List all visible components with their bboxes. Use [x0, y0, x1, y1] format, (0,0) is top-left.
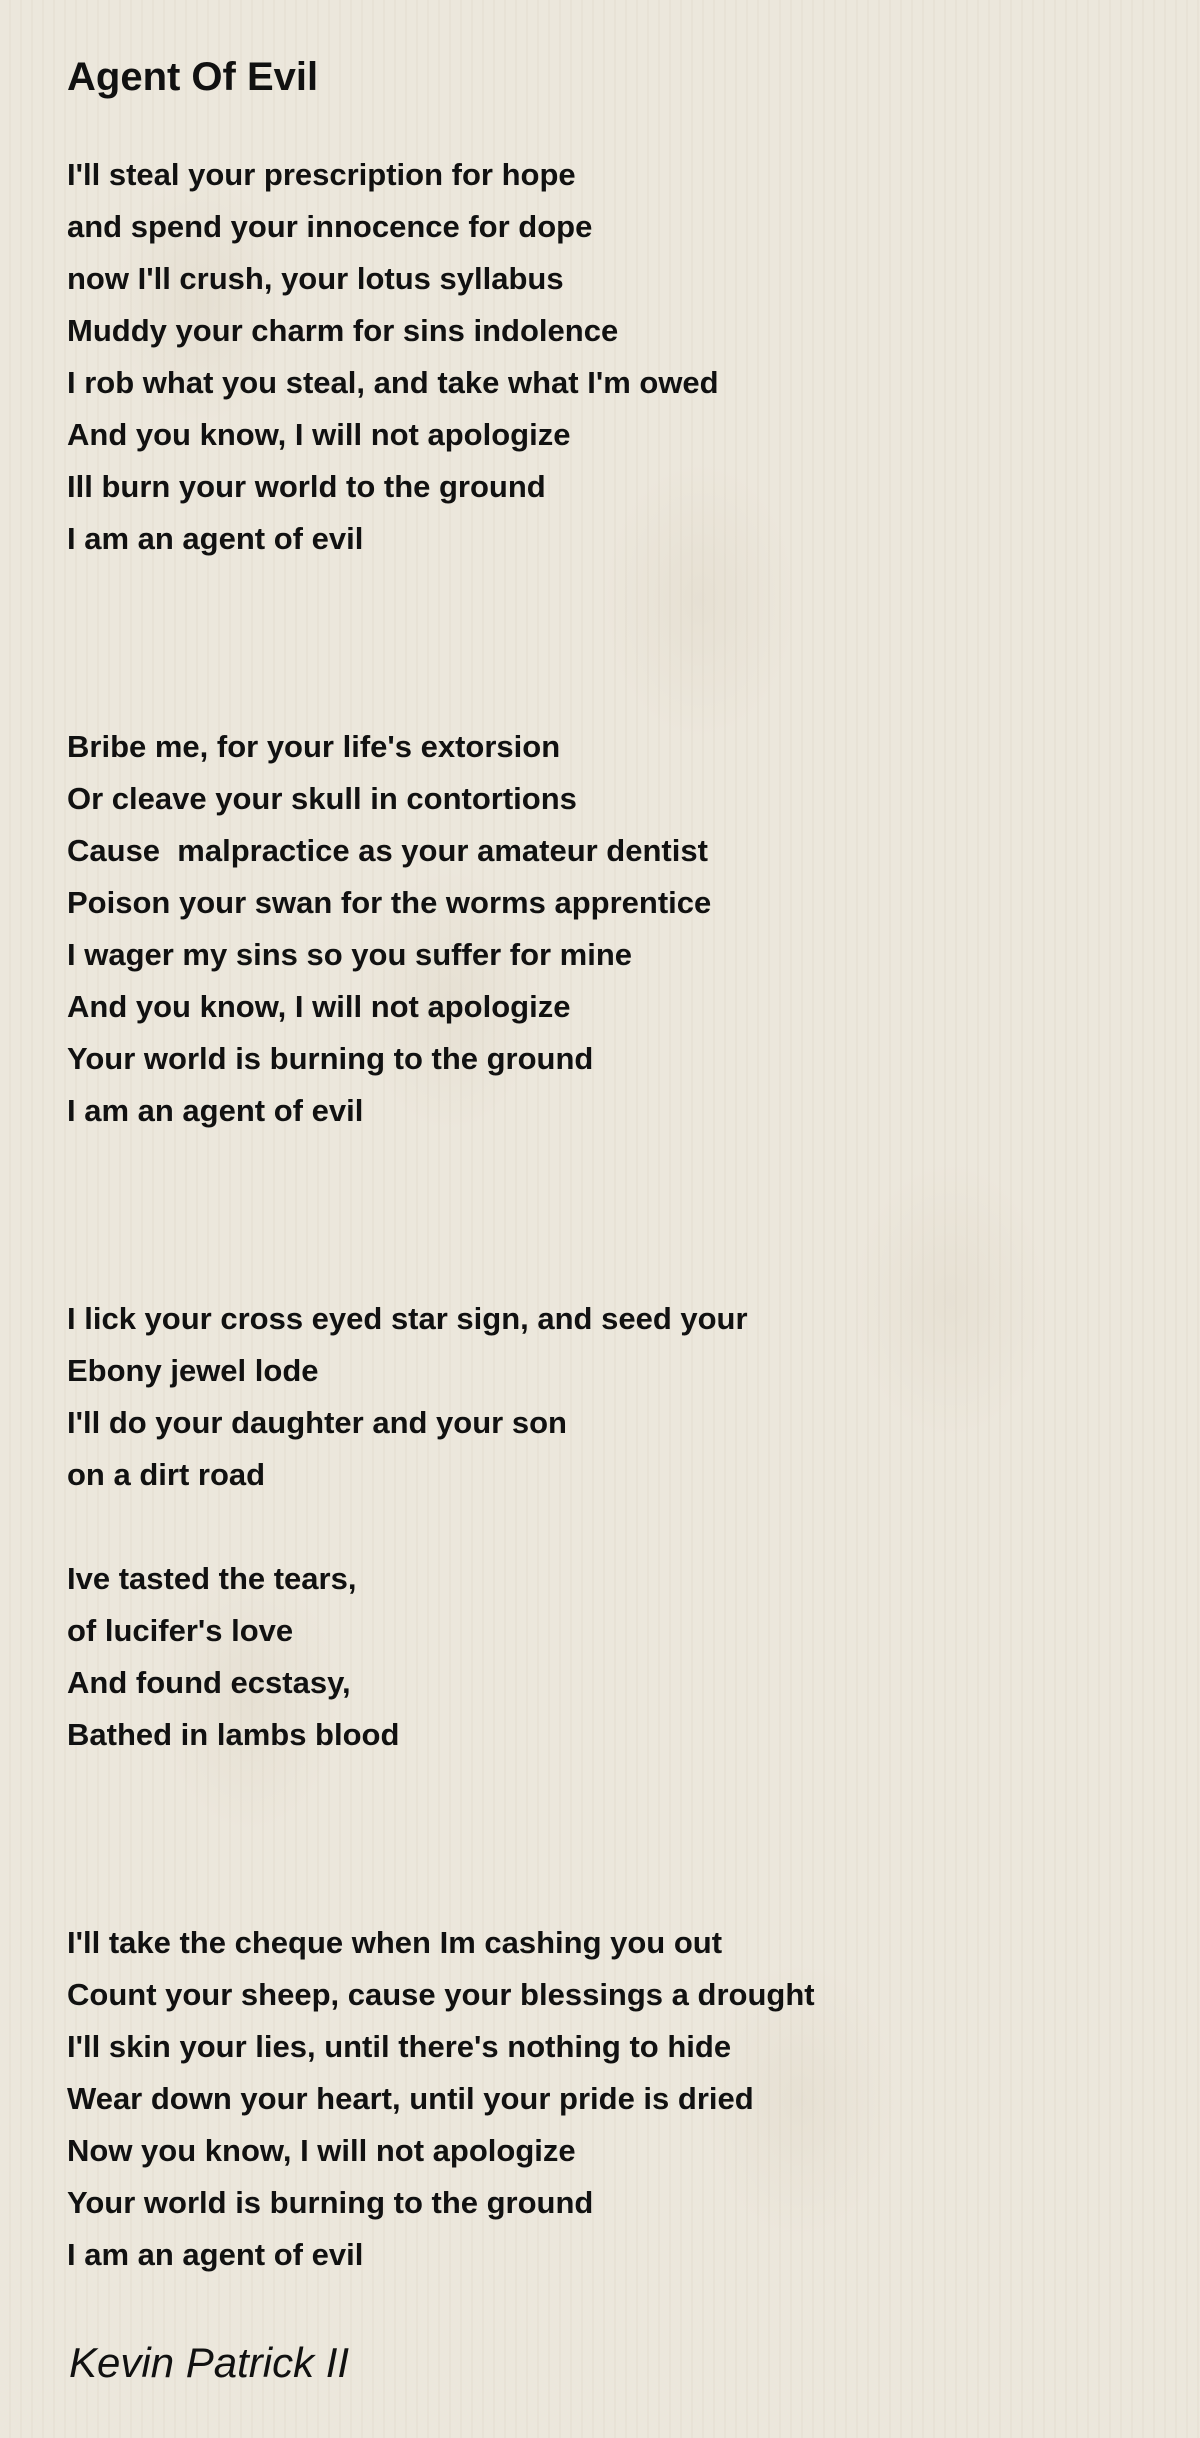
poem-line: now I'll crush, your lotus syllabus — [67, 261, 564, 296]
poem-line: Ebony jewel lode — [67, 1353, 319, 1388]
poem-line: And you know, I will not apologize — [67, 417, 571, 452]
poem-line: I am an agent of evil — [67, 2237, 364, 2272]
poem-line: And found ecstasy, — [67, 1665, 351, 1700]
poem-line: I rob what you steal, and take what I'm owed — [67, 365, 719, 400]
poem-line: Or cleave your skull in contortions — [67, 781, 577, 816]
poem-line: And you know, I will not apologize — [67, 989, 571, 1024]
poem-line: Muddy your charm for sins indolence — [67, 313, 619, 348]
poem-line: I wager my sins so you suffer for mine — [67, 937, 633, 972]
poem-line: Ive tasted the tears, — [67, 1561, 357, 1596]
poem-line: Poison your swan for the worms apprentice — [67, 885, 712, 920]
poem-line: Your world is burning to the ground — [67, 2185, 594, 2220]
poem-line: I'll take the cheque when Im cashing you out — [67, 1925, 723, 1960]
poem-line: Bathed in lambs blood — [67, 1717, 400, 1752]
poem-line: I'll skin your lies, until there's nothing to hide — [67, 2029, 732, 2064]
poem-line: of lucifer's love — [67, 1613, 294, 1648]
poem-title: Agent Of Evil — [67, 55, 319, 99]
poem-line: on a dirt road — [67, 1457, 266, 1492]
poem-line: and spend your innocence for dope — [67, 209, 593, 244]
poem-line: I lick your cross eyed star sign, and seed your — [67, 1301, 748, 1336]
poem-line: Bribe me, for your life's extorsion — [67, 729, 561, 764]
poem-line: Count your sheep, cause your blessings a drought — [67, 1977, 815, 2012]
poem-author: Kevin Patrick II — [69, 2339, 350, 2386]
poem-line: Ill burn your world to the ground — [67, 469, 546, 504]
poem-line: I'll steal your prescription for hope — [67, 157, 576, 192]
poem-line: Cause malpractice as your amateur dentist — [67, 833, 708, 868]
poem-line: I am an agent of evil — [67, 521, 364, 556]
poem-line: Now you know, I will not apologize — [67, 2133, 576, 2168]
poem-line: I'll do your daughter and your son — [67, 1405, 567, 1440]
poem-line: I am an agent of evil — [67, 1093, 364, 1128]
poem-line: Wear down your heart, until your pride is dried — [67, 2081, 754, 2116]
poem-line: Your world is burning to the ground — [67, 1041, 594, 1076]
